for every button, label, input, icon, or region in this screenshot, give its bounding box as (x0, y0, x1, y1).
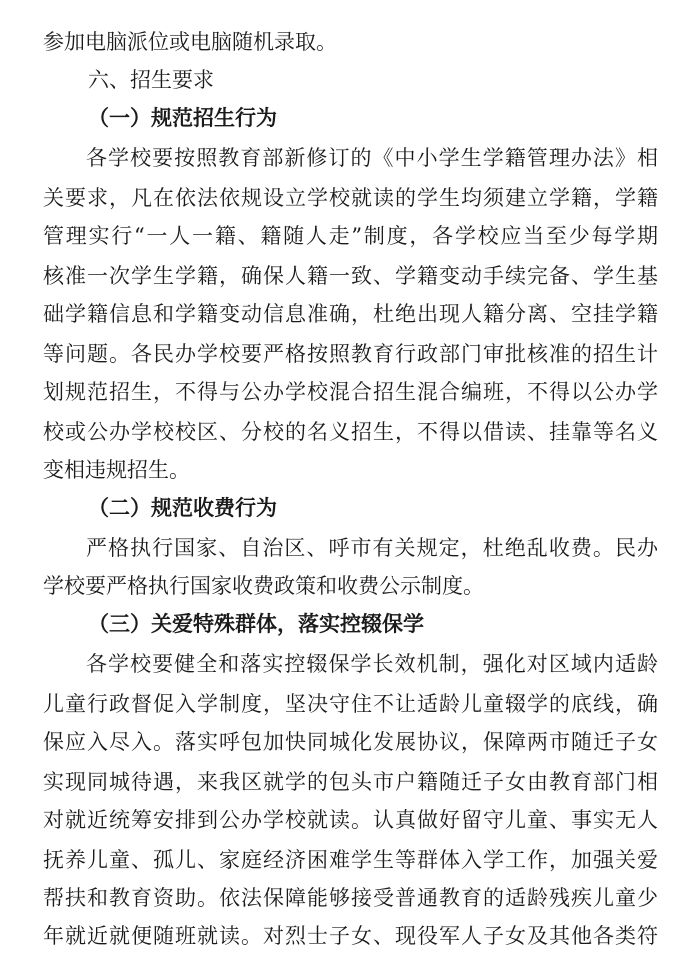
paragraph-line: 管理实行“一人一籍、籍随人走”制度，各学校应当至少每学期 (43, 224, 658, 248)
paragraph-line: 帮扶和教育资助。依法保障能够接受普通教育的适龄残疾儿童少 (43, 886, 658, 910)
subsection-heading: （二）规范收费行为 (88, 495, 277, 520)
paragraph-line: 保应入尽入。落实呼包加快同城化发展协议，保障两市随迁子女 (43, 730, 658, 754)
paragraph-line: 年就近就便随班就读。对烈士子女、现役军人子女及其他各类符 (43, 924, 658, 948)
paragraph-line: 核准一次学生学籍，确保人籍一致、学籍变动手续完备、学生基 (43, 264, 658, 288)
paragraph-line: 严格执行国家、自治区、呼市有关规定，杜绝乱收费。民办 (86, 536, 658, 560)
paragraph-line: 等问题。各民办学校要严格按照教育行政部门审批核准的招生计 (43, 342, 658, 366)
section-heading: 六、招生要求 (88, 68, 214, 92)
paragraph-line: 对就近统筹安排到公办学校就读。认真做好留守儿童、事实无人 (43, 808, 658, 832)
paragraph-line: 变相违规招生。 (43, 458, 190, 482)
paragraph-line: 础学籍信息和学籍变动信息准确，杜绝出现人籍分离、空挂学籍 (43, 302, 658, 326)
paragraph-line: 抚养儿童、孤儿、家庭经济困难学生等群体入学工作，加强关爱 (43, 848, 658, 872)
paragraph-line: 学校要严格执行国家收费政策和收费公示制度。 (43, 574, 484, 598)
paragraph-line: 参加电脑派位或电脑随机录取。 (43, 30, 337, 54)
paragraph-line: 各学校要健全和落实控辍保学长效机制，强化对区域内适龄 (86, 652, 658, 676)
paragraph-line: 实现同城待遇，来我区就学的包头市户籍随迁子女由教育部门相 (43, 770, 658, 794)
paragraph-line: 校或公办学校校区、分校的名义招生，不得以借读、挂靠等名义 (43, 420, 658, 444)
paragraph-line: 关要求，凡在依法依规设立学校就读的学生均须建立学籍，学籍 (43, 186, 658, 210)
paragraph-line: 各学校要按照教育部新修订的《中小学生学籍管理办法》相 (86, 146, 658, 170)
paragraph-line: 划规范招生，不得与公办学校混合招生混合编班，不得以公办学 (43, 380, 658, 404)
subsection-heading: （一）规范招生行为 (88, 105, 277, 130)
paragraph-line: 儿童行政督促入学制度，坚决守住不让适龄儿童辍学的底线，确 (43, 692, 658, 716)
subsection-heading: （三）关爱特殊群体，落实控辍保学 (88, 611, 424, 636)
